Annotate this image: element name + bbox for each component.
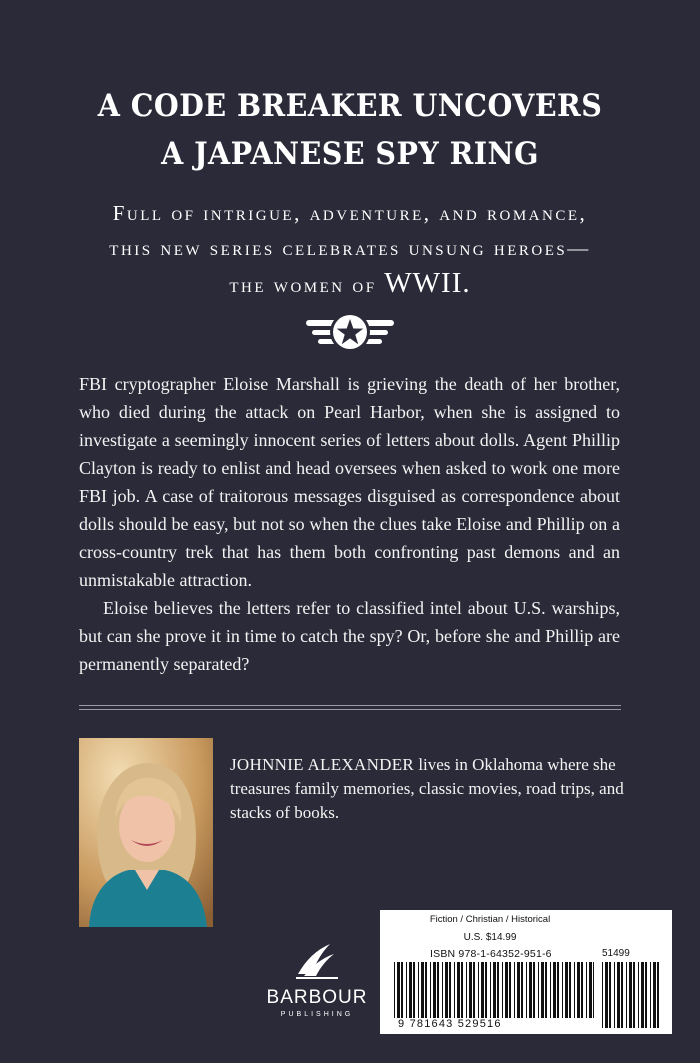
author-photo (79, 738, 213, 927)
barcode-bar (609, 962, 611, 1028)
barcode-bar (514, 962, 515, 1018)
barcode-bar (473, 962, 475, 1018)
price-barcode (602, 962, 662, 1030)
barcode-bar (469, 962, 472, 1018)
barcode-bar (437, 962, 439, 1018)
description-paragraph-2: Eloise believes the letters refer to classified intel about U.S. warships, but can she prove it in time to catch the spy? Or, before she and Phillip are permanently separated? (79, 598, 620, 674)
tagline-line-2: this new series celebrates unsung heroes— (109, 236, 591, 260)
barcode-bar (605, 962, 608, 1028)
barcode-bar (545, 962, 547, 1018)
barcode-bar (481, 962, 484, 1018)
barcode-bar (614, 962, 615, 1028)
barcode-price-code: 51499 (602, 948, 630, 959)
barcode-bar (430, 962, 431, 1018)
author-name: JOHNNIE ALEXANDER (230, 755, 415, 774)
barcode-bar (466, 962, 467, 1018)
author-bio-text: lives in Oklahoma where she treasures family memories, classic movies, road trips, and stacks of books. (230, 755, 624, 822)
publisher-name: BARBOUR (266, 987, 368, 1008)
headline-line-2: A JAPANESE SPY RING (161, 136, 539, 172)
headline (28, 82, 672, 178)
barcode-bar (517, 962, 520, 1018)
tagline-line-3 (0, 266, 700, 303)
barcode-bar (449, 962, 451, 1018)
barcode-bar (629, 962, 632, 1028)
isbn-barcode (394, 962, 594, 1020)
barcode-bar (577, 962, 580, 1018)
barcode-bar (526, 962, 527, 1018)
barcode-bar (593, 962, 594, 1018)
barcode-bar (553, 962, 556, 1018)
barcode-bar (425, 962, 427, 1018)
barcode-bar (657, 962, 659, 1028)
barcode-bar (457, 962, 460, 1018)
barcode-bar (421, 962, 424, 1018)
barcode-bar (541, 962, 544, 1018)
barcode-bar (418, 962, 419, 1018)
tagline-line-1: Full of intrigue, adventure, and romance, (112, 201, 588, 225)
barcode-bar (397, 962, 400, 1018)
description-paragraph-1: FBI cryptographer Eloise Marshall is grieving the death of her brother, who died during the attack on Pearl Harbor, when she is assigned to investigate a seemingly innocent series of letters about dolls. Agent Phillip Clayton is ready to enlist and head oversees when asked to work one more FBI job. A case of traitorous messages disguised as correspondence about dolls should be easy, but not so when the clues take Eloise and Phillip on a cross-country trek that has them both confronting past demons and an unmistakable attraction. (79, 374, 620, 590)
barcode-bar (550, 962, 551, 1018)
publisher-logo (262, 940, 372, 1036)
barcode-bar (633, 962, 635, 1028)
divider-bottom (79, 709, 621, 710)
barcode-bar (626, 962, 627, 1028)
barcode-bar (461, 962, 463, 1018)
barcode-bar (505, 962, 508, 1018)
barcode-bar (589, 962, 592, 1018)
barcode-bar (602, 962, 603, 1028)
author-bio (230, 753, 630, 825)
barcode-bar (478, 962, 479, 1018)
barcode-bar (638, 962, 639, 1028)
publisher-subtitle: PUBLISHING (280, 1011, 354, 1018)
headline-line-1: A CODE BREAKER UNCOVERS (97, 88, 603, 124)
barcode-bar (557, 962, 559, 1018)
barcode-isbn: ISBN 978-1-64352-951-6 (430, 948, 552, 960)
divider-top (79, 705, 621, 706)
barcode-bar (521, 962, 523, 1018)
barcode-bar (650, 962, 651, 1028)
tagline-line-3-prefix: the women of (229, 273, 377, 297)
tagline-wwii: WWII. (384, 267, 471, 299)
barcode-bar (653, 962, 656, 1028)
barcode-bar (581, 962, 583, 1018)
barcode-bar (490, 962, 491, 1018)
barcode-bar (493, 962, 496, 1018)
open-book-icon (294, 940, 340, 980)
barcode-bar (586, 962, 587, 1018)
barcode-bar (562, 962, 563, 1018)
barcode-bar (641, 962, 644, 1028)
barcode-bar (454, 962, 455, 1018)
barcode-bar (433, 962, 436, 1018)
tagline (0, 196, 700, 303)
barcode-bar (401, 962, 403, 1018)
barcode-bar (502, 962, 503, 1018)
barcode-bar (645, 962, 647, 1028)
book-description (79, 370, 620, 678)
barcode-bar (413, 962, 415, 1018)
barcode-bar (485, 962, 487, 1018)
barcode-bar (497, 962, 499, 1018)
barcode-bar (509, 962, 511, 1018)
barcode-bar (442, 962, 443, 1018)
barcode-bar (406, 962, 407, 1018)
barcode-bar (621, 962, 623, 1028)
barcode-bar (533, 962, 535, 1018)
barcode-bar (445, 962, 448, 1018)
barcode-price: U.S. $14.99 (463, 932, 517, 943)
barcode-category: Fiction / Christian / Historical (429, 914, 551, 925)
star-roundel-icon (306, 311, 394, 353)
barcode-bar (617, 962, 620, 1028)
barcode-digits: 9 781643 529516 (398, 1018, 502, 1030)
barcode-bar (569, 962, 571, 1018)
barcode-bar (394, 962, 395, 1018)
barcode-panel (380, 910, 672, 1034)
barcode-bar (538, 962, 539, 1018)
barcode-bar (529, 962, 532, 1018)
barcode-bar (565, 962, 568, 1018)
barcode-bar (409, 962, 412, 1018)
barcode-bar (574, 962, 575, 1018)
